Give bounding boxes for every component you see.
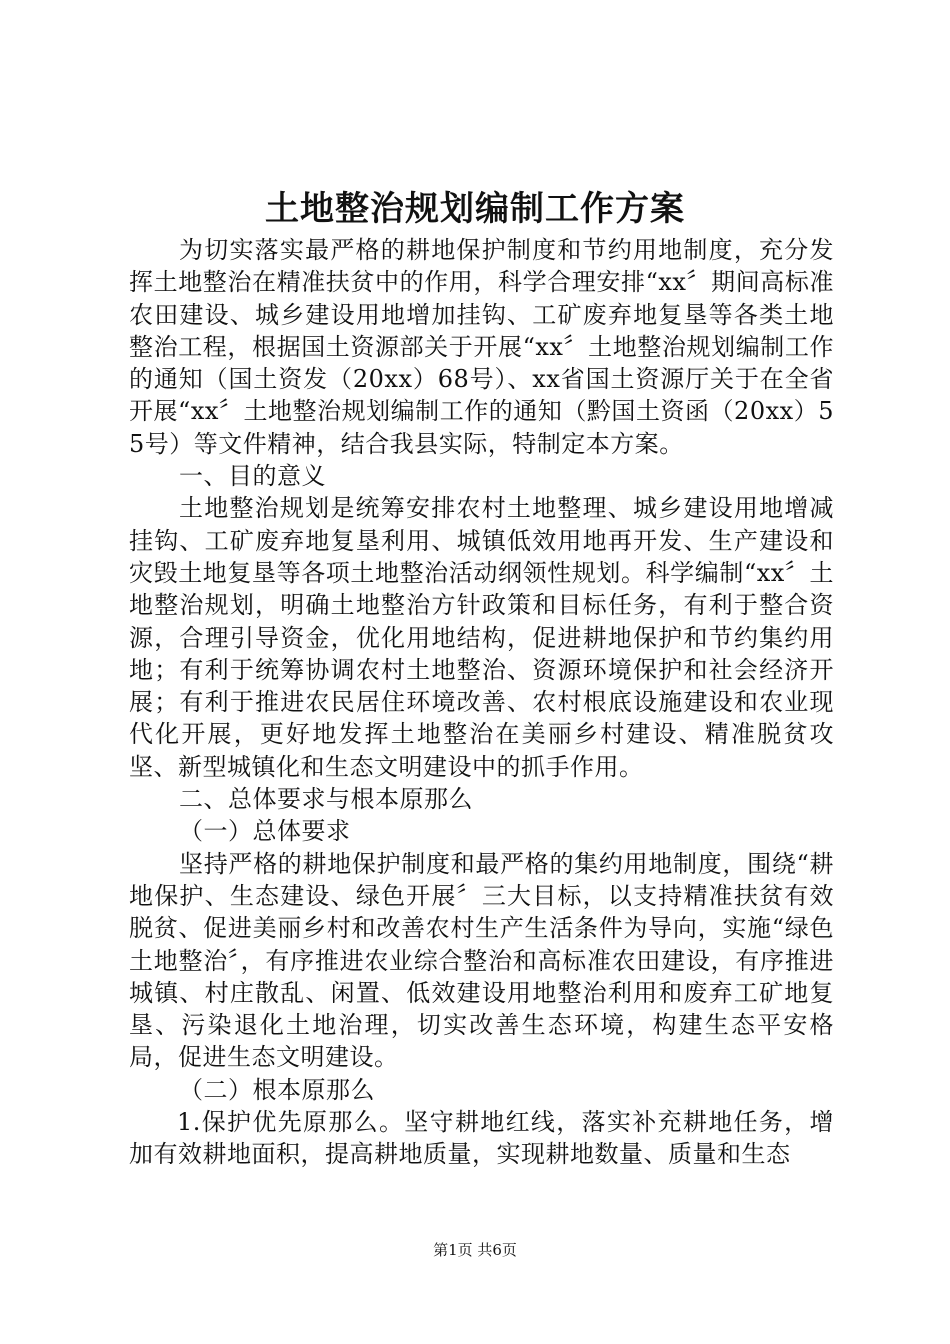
subsection-heading-overall: （一）总体要求 — [179, 817, 351, 846]
section-heading-requirements: 二、总体要求与根本原那么 — [179, 785, 473, 814]
document-body — [129, 234, 834, 1171]
principle-item-1: 1.保护优先原那么。坚守耕地红线，落实补充耕地任务，增加有效耕地面积，提高耕地质量，实现耕地数量、质量和生态 — [129, 1108, 834, 1169]
purpose-paragraph: 土地整治规划是统筹安排农村土地整理、城乡建设用地增减挂钩、工矿废弃地复垦利用、城镇低效用地再开发、生产建设和灾毁土地复垦等各项土地整治活动纲领性规划。科学编制“xx〞土地整治规划，明确土地整治方针政策和目标任务，有利于整合资源，合理引导资金，优化用地结构，促进耕地保护和节约集约用地；有利于统筹协调农村土地整治、资源环境保护和社会经济开展；有利于推进农民居住环境改善、农村根底设施建设和农业现代化开展，更好地发挥土地整治在美丽乡村建设、精准脱贫攻坚、新型城镇化和生态文明建设中的抓手作用。 — [129, 494, 834, 781]
page-footer: 第1页 共6页 — [433, 1241, 517, 1259]
document-title: 土地整治规划编制工作方案 — [265, 189, 685, 229]
intro-paragraph: 为切实落实最严格的耕地保护制度和节约用地制度，充分发挥土地整治在精准扶贫中的作用，科学合理安排“xx〞期间高标准农田建设、城乡建设用地增加挂钩、工矿废弃地复垦等各类土地整治工程，根据国土资源部关于开展“xx〞土地整治规划编制工作的通知（国土资发（20xx）68号）、xx省国土资源厅关于在全省开展“xx〞土地整治规划编制工作的通知（黔国土资函（20xx）55号）等文件精神，结合我县实际，特制定本方案。 — [129, 236, 834, 458]
subsection-heading-principles: （二）根本原那么 — [179, 1075, 375, 1104]
section-heading-purpose: 一、目的意义 — [179, 462, 326, 491]
overall-requirements-paragraph: 坚持严格的耕地保护制度和最严格的集约用地制度，围绕“耕地保护、生态建设、绿色开展〞三大目标，以支持精准扶贫有效脱贫、促进美丽乡村和改善农村生产生活条件为导向，实施“绿色土地整治〞，有序推进农业综合整治和高标准农田建设，有序推进城镇、村庄散乱、闲置、低效建设用地整治利用和废弃工矿地复垦、污染退化土地治理，切实改善生态环境，构建生态平安格局，促进生态文明建设。 — [129, 849, 834, 1072]
